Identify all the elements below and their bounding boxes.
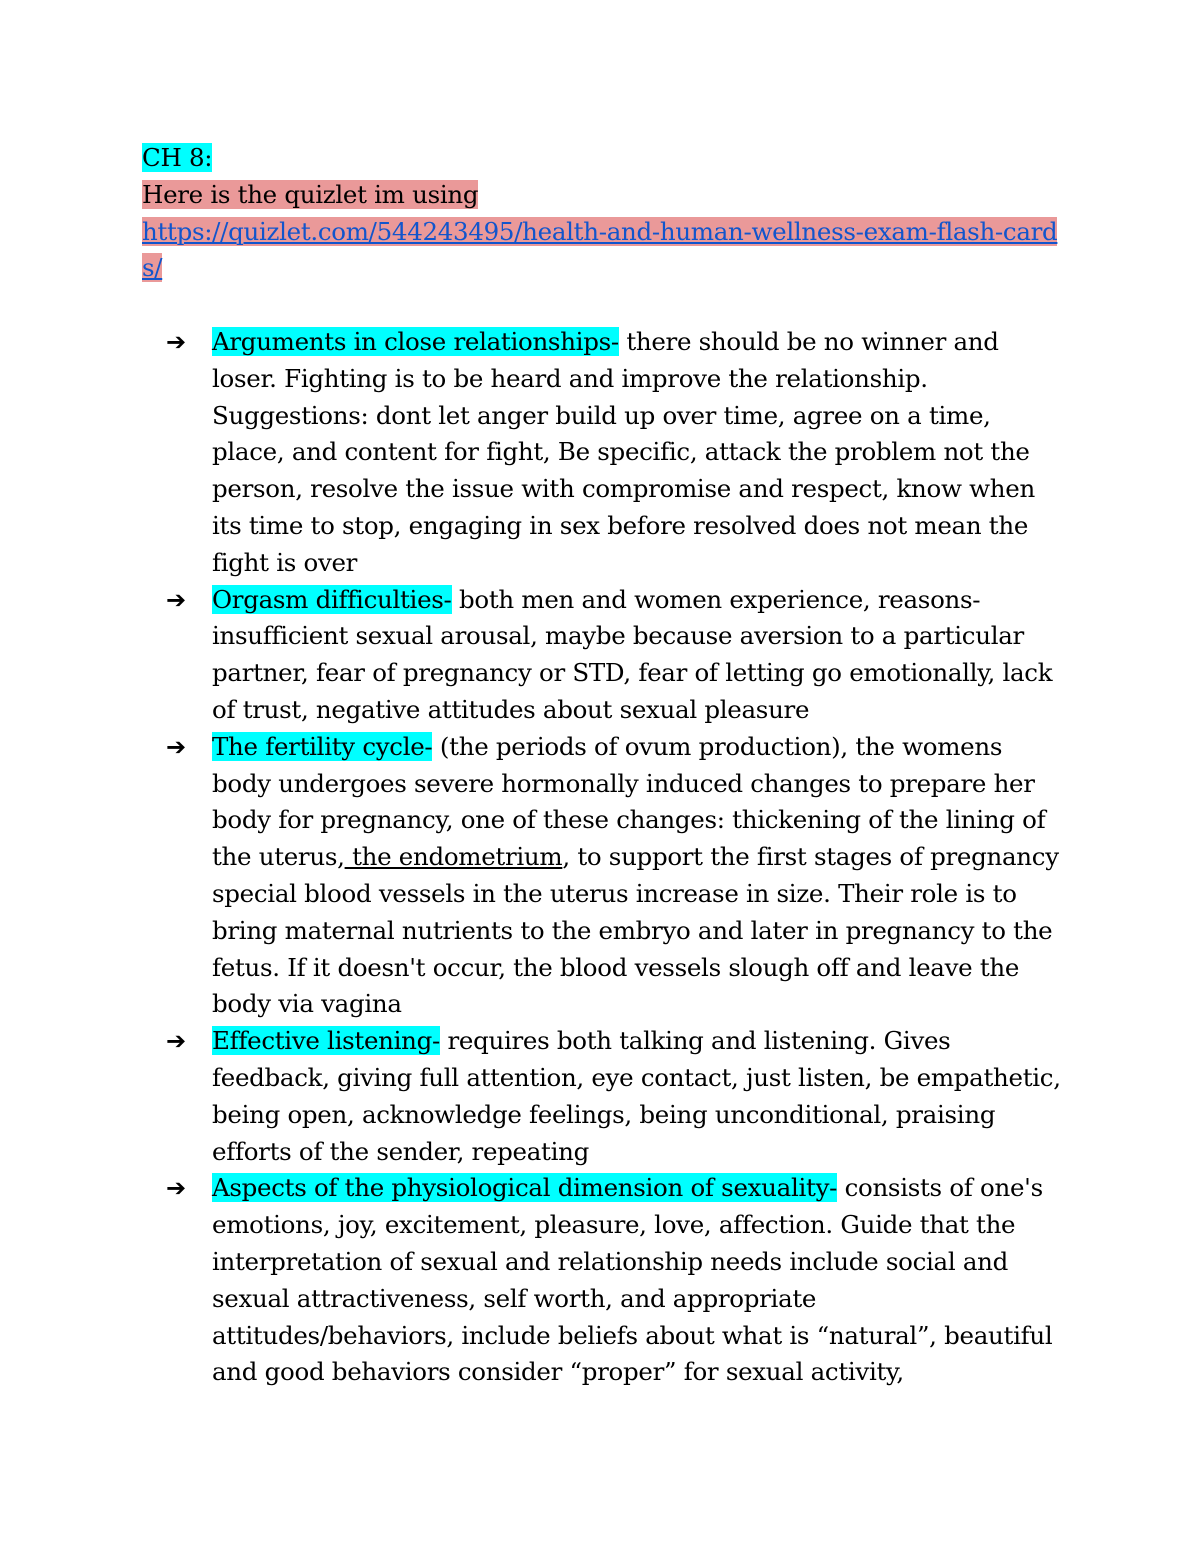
quizlet-link[interactable]: https://quizlet.com/544243495/health-and-human-wellness-exam-flash-cards/ — [142, 216, 1058, 283]
term-label: Orgasm difficulties- — [212, 584, 452, 614]
term-label: Aspects of the physiological dimension of sexuality- — [212, 1173, 838, 1203]
link-line — [142, 214, 1062, 288]
term-description-continued: , to support the first stages of pregnancy special blood vessels in the uterus increase in size. Their role is to bring maternal nutrients to the embryo and later in pregnancy to the fetus. If it doesn't occur, the blood vessels slough off and leave the body via vagina — [212, 842, 1059, 1019]
term-description: there should be no winner and loser. Fighting is to be heard and improve the relationship. Suggestions: dont let anger build up over time, agree on a time, place, and content for fight, Be specific, attack the problem not the person, resolve the issue with compromise and respect, know when its time to stop, engaging in sex before resolved does not mean the fight is over — [212, 326, 1035, 577]
blank-line — [142, 287, 1062, 324]
arrow-right-icon: ➔ — [166, 585, 186, 614]
intro-text: Here is the quizlet im using — [142, 179, 479, 209]
term-description: requires both talking and listening. Gives feedback, giving full attention, eye contact, just listen, be empathetic, being open, acknowledge feelings, being unconditional, praising efforts of the sender, repeating — [212, 1026, 1061, 1166]
chapter-heading: CH 8: — [142, 143, 213, 172]
underlined-term: the endometrium — [344, 842, 563, 872]
term-description: consists of one's emotions, joy, excitement, pleasure, love, affection. Guide that the interpretation of sexual and relationship needs include social and sexual attractiveness, self worth, and appropriate attitudes/behaviors, include beliefs about what is “natural”, beautiful and good behaviors consider “proper” for sexual activity, — [212, 1173, 1053, 1387]
term-label: Arguments in close relationships- — [212, 326, 619, 356]
list-item — [142, 729, 1062, 1023]
intro-line — [142, 177, 1062, 214]
term-description: (the periods of ovum production), the womens body undergoes severe hormonally induced changes to prepare her body for pregnancy, one of these changes: thickening of the lining of the uterus, — [212, 731, 1046, 872]
list-item — [142, 1023, 1062, 1170]
arrow-right-icon: ➔ — [166, 327, 186, 356]
term-description: both men and women experience, reasons- insufficient sexual arousal, maybe because aversion to a particular partner, fear of pregnancy or STD, fear of letting go emotionally, lack of trust, negative attitudes about sexual pleasure — [212, 584, 1053, 724]
term-label: Effective listening- — [212, 1026, 440, 1056]
list-item — [142, 1170, 1062, 1391]
arrow-right-icon: ➔ — [166, 1174, 186, 1203]
list-item — [142, 324, 1062, 582]
arrow-right-icon: ➔ — [166, 732, 186, 761]
document-body — [142, 140, 1062, 1391]
notes-list — [142, 324, 1062, 1391]
arrow-right-icon: ➔ — [166, 1027, 186, 1056]
chapter-line — [142, 140, 1062, 177]
term-label: The fertility cycle- — [212, 731, 433, 761]
list-item — [142, 582, 1062, 729]
